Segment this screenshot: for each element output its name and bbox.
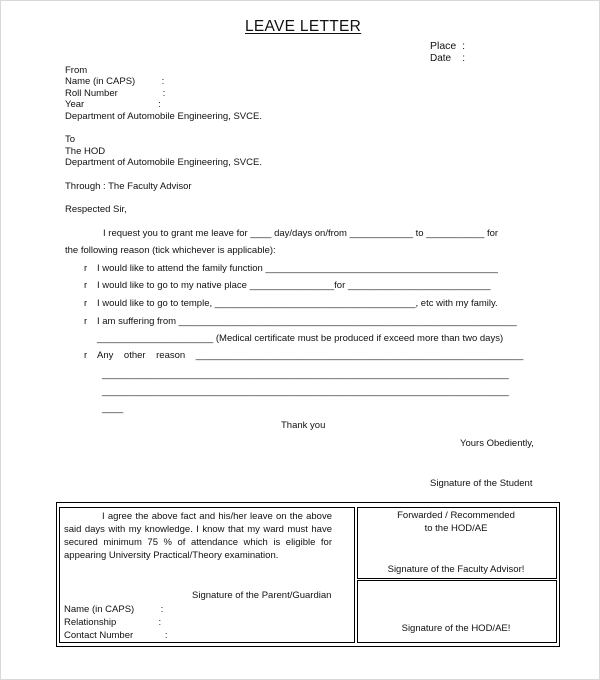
blank-line: _____________________________________________________________________________: [102, 386, 509, 397]
blank-line: _____________________________________________________________________________: [102, 369, 509, 380]
option-checkbox[interactable]: r: [84, 263, 88, 274]
from-roll-field: Roll Number :: [65, 88, 166, 99]
advisor-signature: Signature of the Faculty Advisor!: [387, 564, 525, 575]
option-suffering: I am suffering from ________________________________________________________________: [97, 316, 517, 327]
from-name-field: Name (in CAPS) :: [65, 76, 165, 87]
to-hod: The HOD: [65, 146, 106, 157]
blank-line: ____: [102, 403, 124, 414]
parent-signature: Signature of the Parent/Guardian: [192, 590, 332, 601]
through-line: Through : The Faculty Advisor: [65, 181, 192, 192]
reason-intro: the following reason (tick whichever is applicable):: [65, 245, 276, 256]
advisor-forwarded: Forwarded / Recommended: [397, 510, 515, 521]
place-label: Place :: [430, 40, 466, 52]
from-label: From: [65, 65, 88, 76]
option-medical-note: ______________________ (Medical certificate must be produced if exceed more than two days): [97, 333, 504, 344]
closing: Yours Obediently,: [460, 438, 534, 449]
page-title: LEAVE LETTER: [245, 18, 362, 35]
option-native-place: I would like to go to my native place ________________for ___________________________: [97, 280, 491, 291]
request-line: I request you to grant me leave for ____ day/days on/from ____________ to ___________ for: [103, 228, 499, 239]
date-label: Date :: [430, 53, 466, 64]
hod-signature: Signature of the HOD/AE!: [401, 623, 511, 634]
salutation: Respected Sir,: [65, 204, 127, 215]
option-checkbox[interactable]: r: [84, 316, 88, 327]
thank-you: Thank you: [281, 420, 326, 431]
to-department: Department of Automobile Engineering, SVCE.: [65, 157, 262, 168]
parent-statement: I agree the above fact and his/her leave on the above said days with my knowledge. I know that my ward must have secured minimum 75 % of attendance which is eligible for appearing University Practical/Theory examination.: [64, 511, 332, 561]
advisor-to-hod: to the HOD/AE: [424, 523, 488, 534]
to-label: To: [65, 134, 76, 145]
option-other-reason: Any other reason ______________________________________________________________: [97, 350, 524, 361]
option-temple: I would like to go to temple, ______________________________________, etc with my family.: [97, 298, 498, 309]
option-family-function: I would like to attend the family function ____________________________________________: [97, 263, 498, 274]
from-department: Department of Automobile Engineering, SVCE.: [65, 111, 262, 122]
option-checkbox[interactable]: r: [84, 280, 88, 291]
parent-contact-field: Contact Number :: [64, 630, 168, 641]
from-year-field: Year :: [65, 99, 161, 110]
option-checkbox[interactable]: r: [84, 298, 88, 309]
student-signature: Signature of the Student: [430, 478, 533, 489]
option-checkbox[interactable]: r: [84, 350, 88, 361]
parent-relationship-field: Relationship :: [64, 617, 162, 628]
parent-name-field: Name (in CAPS) :: [64, 604, 164, 615]
